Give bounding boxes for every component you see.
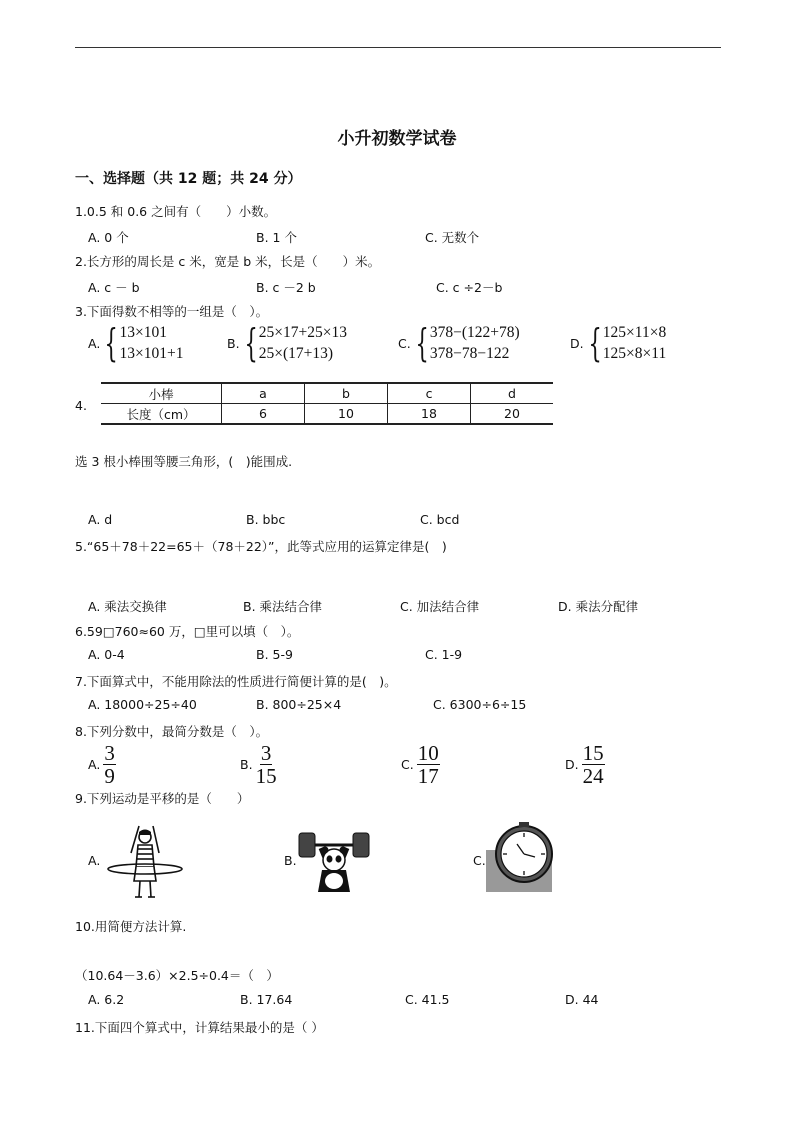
q3-option-d[interactable]	[570, 322, 666, 364]
table-cell: c	[388, 383, 471, 404]
q1-option-a[interactable]: A. 0 个	[88, 230, 129, 245]
option-label: A.	[88, 335, 101, 351]
q1-option-b[interactable]: B. 1 个	[256, 230, 297, 245]
section-heading: 一、选择题（共 12 题；共 24 分）	[75, 171, 302, 187]
option-label: B.	[240, 757, 253, 772]
q8-option-c[interactable]	[401, 743, 440, 786]
q3-option-a[interactable]	[88, 322, 183, 364]
q9-option-b[interactable]: B.	[284, 853, 297, 868]
table-cell: a	[222, 383, 305, 404]
brace-icon: {	[415, 321, 429, 365]
stick-length-table	[101, 382, 553, 425]
q9-option-a[interactable]: A.	[88, 853, 101, 868]
table-cell: 18	[388, 404, 471, 425]
q4-option-a[interactable]: A. d	[88, 512, 113, 527]
hula-hoop-girl-image[interactable]	[105, 823, 185, 901]
q6-option-a[interactable]: A. 0-4	[88, 647, 125, 662]
expr-line: 25×(17+13)	[258, 345, 334, 362]
fraction-numerator: 3	[104, 741, 115, 765]
q6-option-c[interactable]: C. 1-9	[425, 647, 463, 662]
page-title: 小升初数学试卷	[337, 129, 457, 149]
expr-line: 125×8×11	[602, 345, 667, 362]
table-cell: 小棒	[101, 383, 222, 404]
header-rule	[75, 47, 721, 48]
q2-option-a[interactable]: A. c － b	[88, 280, 140, 295]
q10-option-d[interactable]: D. 44	[565, 992, 599, 1007]
q5-option-b[interactable]: B. 乘法结合律	[243, 599, 323, 614]
option-label: C.	[401, 757, 414, 772]
fraction-denominator: 24	[582, 764, 604, 788]
expr-line: 125×11×8	[602, 324, 667, 341]
q8-option-a[interactable]	[88, 743, 116, 786]
table-cell: 长度（cm）	[101, 404, 222, 425]
q9-option-c[interactable]: C.	[473, 853, 486, 868]
q10-option-a[interactable]: A. 6.2	[88, 992, 125, 1007]
table-cell: 20	[471, 404, 554, 425]
q7-option-b[interactable]: B. 800÷25×4	[256, 697, 342, 712]
question-5: 5.“65＋78＋22=65＋（78＋22）”，此等式应用的运算定律是( )	[75, 539, 447, 554]
q2-option-c[interactable]: C. c ÷2－b	[436, 280, 503, 295]
expr-line: 378−78−122	[429, 345, 510, 362]
question-3: 3.下面得数不相等的一组是（ ）。	[75, 304, 269, 319]
q7-option-c[interactable]: C. 6300÷6÷15	[433, 697, 527, 712]
table-row	[101, 404, 553, 425]
question-4: 选 3 根小棒围等腰三角形，( )能围成.	[75, 454, 293, 469]
question-7: 7.下面算式中，不能用除法的性质进行简便计算的是( )。	[75, 674, 397, 689]
fraction-numerator: 3	[260, 741, 272, 765]
q2-option-b[interactable]: B. c －2 b	[256, 280, 316, 295]
q4-option-c[interactable]: C. bcd	[420, 512, 460, 527]
question-2: 2.长方形的周长是 c 米，宽是 b 米，长是（ ）米。	[75, 254, 381, 269]
fraction-denominator: 15	[255, 764, 277, 788]
question-4-number: 4.	[75, 398, 87, 413]
q5-option-a[interactable]: A. 乘法交换律	[88, 599, 167, 614]
expr-line: 13×101	[119, 324, 167, 341]
expr-line: 25×17+25×13	[258, 324, 347, 341]
question-9: 9.下列运动是平移的是（ ）	[75, 791, 250, 806]
expr-line: 13×101+1	[119, 345, 184, 362]
q5-option-d[interactable]: D. 乘法分配律	[558, 599, 639, 614]
brace-icon: {	[244, 321, 258, 365]
table-row	[101, 383, 553, 404]
option-label: D.	[565, 757, 579, 772]
q10-option-b[interactable]: B. 17.64	[240, 992, 293, 1007]
q3-option-b[interactable]	[227, 322, 347, 364]
q7-option-a[interactable]: A. 18000÷25÷40	[88, 697, 197, 712]
option-label: B.	[227, 335, 240, 351]
fraction-numerator: 10	[417, 741, 439, 765]
brace-icon: {	[104, 321, 119, 365]
alarm-clock-image[interactable]	[486, 820, 554, 892]
question-10: 10.用简便方法计算.	[75, 919, 187, 934]
table-cell: d	[471, 383, 554, 404]
question-6: 6.59□760≈60 万，□里可以填（ ）。	[75, 624, 300, 639]
option-label: C.	[398, 335, 411, 351]
q6-option-b[interactable]: B. 5-9	[256, 647, 293, 662]
q4-option-b[interactable]: B. bbc	[246, 512, 286, 527]
option-label: D.	[570, 335, 584, 351]
table-cell: b	[305, 383, 388, 404]
panda-weightlifter-image[interactable]	[294, 830, 374, 898]
q3-option-c[interactable]	[398, 322, 520, 364]
q1-option-c[interactable]: C. 无数个	[425, 230, 480, 245]
question-8: 8.下列分数中，最简分数是（ ）。	[75, 724, 269, 739]
question-1: 1.0.5 和 0.6 之间有（ ）小数。	[75, 204, 277, 219]
question-11: 11.下面四个算式中，计算结果最小的是（ ）	[75, 1020, 324, 1035]
q10-option-c[interactable]: C. 41.5	[405, 992, 450, 1007]
option-label: A.	[88, 757, 101, 772]
fraction-denominator: 17	[417, 764, 439, 788]
table-cell: 10	[305, 404, 388, 425]
q8-option-b[interactable]	[240, 743, 277, 786]
brace-icon: {	[588, 321, 602, 365]
fraction-denominator: 9	[104, 764, 115, 788]
q5-option-c[interactable]: C. 加法结合律	[400, 599, 480, 614]
question-10-expression: （10.64－3.6）×2.5÷0.4＝（ ）	[75, 968, 279, 983]
table-cell: 6	[222, 404, 305, 425]
q8-option-d[interactable]	[565, 743, 605, 786]
fraction-numerator: 15	[582, 741, 604, 765]
expr-line: 378−(122+78)	[429, 324, 520, 341]
